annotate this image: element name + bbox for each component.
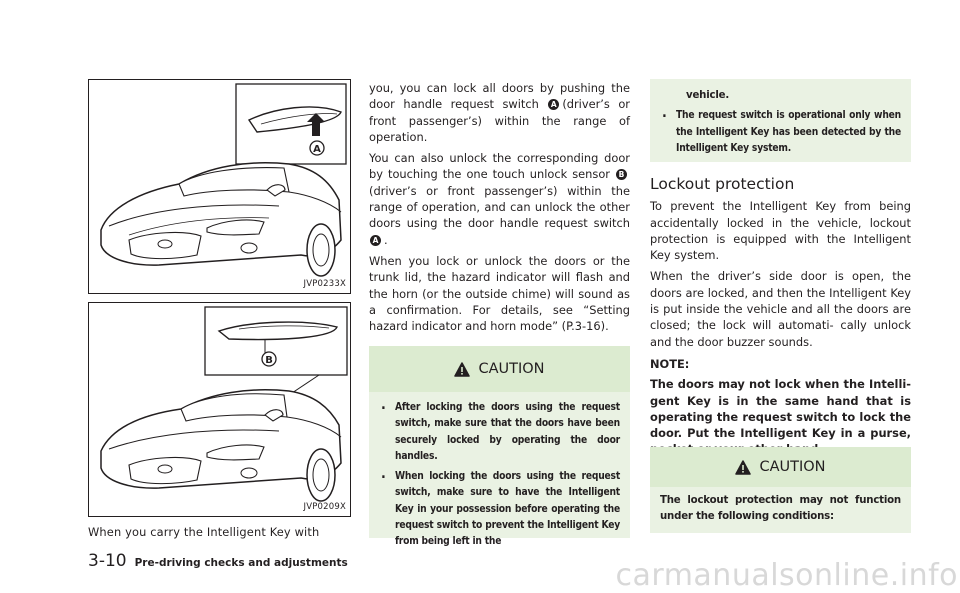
caution-title: CAUTION xyxy=(759,459,826,475)
paragraph-unlock-doors: You can also unlock the corresponding door by touching the one touch unlock sensor B(driver’s or front passenger’s) within the range of operation, and can unlock the other doors using the door handle request switch A . xyxy=(369,151,630,247)
caution-header xyxy=(369,346,630,392)
caution-box-lockout xyxy=(650,447,911,533)
figure-door-handle-sensor-b xyxy=(88,302,351,517)
middle-column xyxy=(369,80,630,339)
warning-icon xyxy=(454,362,470,377)
marker-b: B xyxy=(616,169,627,180)
marker-a: A xyxy=(548,99,559,110)
marker-a: A xyxy=(370,235,381,246)
left-paragraph: When you carry the Intelligent Key with xyxy=(88,525,320,539)
caution-text: The lockout protection may not function under the following conditions: xyxy=(660,495,901,523)
paragraph-hazard-indicator: When you lock or unlock the doors or the trunk lid, the hazard indicator will flash and the horn (or the outside chime) will sound as a confirmation. For details, see “Setting hazard indicator and horn mode” (P.3-16). xyxy=(369,253,630,334)
car-illustration-side xyxy=(89,303,349,515)
left-column-text xyxy=(88,524,351,545)
caution-box-continued xyxy=(650,79,911,162)
caution-continued-text: vehicle. xyxy=(686,90,730,101)
figure-door-handle-switch-a xyxy=(88,79,351,294)
paragraph-lockout-intro: To prevent the Intelligent Key from being accidentally locked in the vehicle, lockout protection is equipped with the Intelligent Key system. xyxy=(650,199,911,263)
caution-item: . The request switch is operational only when the Intelligent Key has been detected by the Intelligent Key system. xyxy=(660,108,901,157)
caution-item: . After locking the doors using the request switch, make sure that the doors have been securely locked by operating the door handles. xyxy=(379,400,620,465)
page-footer xyxy=(88,551,348,571)
callout-b-label: B xyxy=(265,355,273,366)
caution-header xyxy=(650,447,911,487)
note-text: The doors may not lock when the Intelli- gent Key is in the same hand that is operating the request switch to lock the door. Put the Intelligent Key in a purse, xyxy=(650,377,911,441)
paragraph-lock-doors: you, you can lock all doors by pushing the door handle request switch A (driver’s or front passenger’s) within the range of operation. xyxy=(369,81,630,144)
car-illustration-front xyxy=(89,80,349,292)
section-name: Pre-driving checks and adjustments xyxy=(134,557,348,569)
watermark: carmanualsonline.info xyxy=(615,558,958,593)
caution-title: CAUTION xyxy=(478,361,545,377)
paragraph-lockout-behavior: When the driver’s side door is open, the doors are locked, and then the Intelligent Key is put inside the vehicle and all the doors are closed; the lock will automati- cally unlock and the door buzzer sounds. xyxy=(650,269,911,349)
figure-code: JVP0233X xyxy=(303,279,346,289)
right-column xyxy=(650,166,911,458)
warning-icon xyxy=(735,460,751,475)
caution-item: . When locking the doors using the request switch, make sure to have the Intelligent Key in your possession before operating the request switch to prevent the Intelligent Key from being left in the xyxy=(379,469,620,550)
caution-box-request-switch xyxy=(369,346,630,548)
figure-code: JVP0209X xyxy=(303,502,346,512)
caution-body xyxy=(369,392,630,561)
page-number: 3-10 xyxy=(88,551,127,571)
callout-a-label: A xyxy=(313,144,321,155)
note-label: NOTE: xyxy=(650,356,690,371)
section-title-lockout-protection: Lockout protection xyxy=(650,175,795,193)
